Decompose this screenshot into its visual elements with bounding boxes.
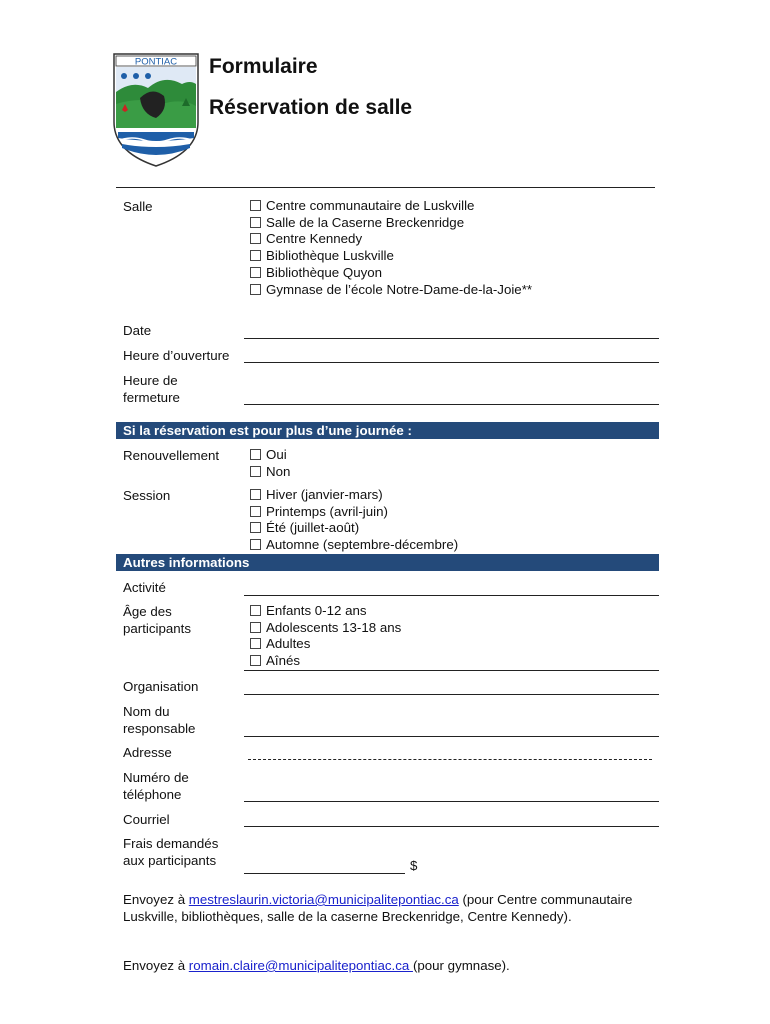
pontiac-logo: [112, 52, 200, 168]
checkbox[interactable]: [250, 522, 261, 533]
organisation-label: Organisation: [123, 679, 199, 694]
salle-option[interactable]: [250, 215, 532, 232]
section-autres-informations: Autres informations: [116, 554, 659, 571]
email-link-victoria[interactable]: mestreslaurin.victoria@municipalitepontiac.ca: [188, 892, 459, 907]
option-label: Aînés: [266, 653, 301, 669]
checkbox[interactable]: [250, 489, 261, 500]
option-label: Gymnase de l’école Notre-Dame-de-la-Joie**: [266, 281, 533, 297]
age-option[interactable]: [250, 603, 401, 620]
age-option[interactable]: [250, 620, 401, 637]
option-label: Automne (septembre-décembre): [266, 537, 459, 553]
checkbox[interactable]: [250, 217, 261, 228]
logo-text: PONTIAC: [134, 56, 178, 68]
heure-fermeture-label: [123, 372, 180, 406]
option-label: Été (juillet-août): [266, 520, 360, 536]
footer-paragraph-1: [123, 891, 653, 925]
label-line: Heure de: [123, 373, 178, 388]
footer-paragraph-2: [123, 957, 653, 974]
salle-option[interactable]: [250, 282, 532, 299]
footer-text: (pour Centre communautaire Luskville, bibliothèques, salle de la caserne Breckenridge, Centre Kennedy).: [123, 892, 633, 924]
option-label: Hiver (janvier-mars): [266, 487, 383, 502]
footer-text: (pour gymnase).: [412, 958, 510, 973]
label-line: téléphone: [123, 787, 182, 802]
option-label: Bibliothèque Quyon: [266, 264, 383, 280]
renouvellement-label: Renouvellement: [123, 448, 220, 463]
option-label: Bibliothèque Luskville: [266, 248, 394, 264]
session-options: [250, 487, 458, 554]
option-label: Non: [266, 463, 291, 479]
heure-ouverture-label: Heure d’ouverture: [123, 348, 230, 363]
salle-option[interactable]: [250, 231, 532, 248]
option-label: Centre communautaire de Luskville: [266, 198, 475, 213]
checkbox[interactable]: [250, 539, 261, 550]
label-line: aux participants: [123, 853, 217, 868]
activite-label: Activité: [123, 580, 166, 595]
session-option[interactable]: [250, 487, 458, 504]
date-label: Date: [123, 323, 152, 338]
label-line: Numéro de: [123, 770, 189, 785]
option-label: Oui: [266, 447, 287, 462]
label-line: Nom du: [123, 704, 170, 719]
label-line: participants: [123, 621, 191, 636]
checkbox[interactable]: [250, 250, 261, 261]
heure-ouverture-field[interactable]: [244, 362, 659, 363]
checkbox[interactable]: [250, 605, 261, 616]
form-subtitle: Réservation de salle: [209, 96, 413, 119]
adresse-label: Adresse: [123, 745, 172, 760]
age-option[interactable]: [250, 636, 401, 653]
frais-field[interactable]: [244, 873, 405, 874]
activite-field[interactable]: [244, 595, 659, 596]
option-label: Enfants 0-12 ans: [266, 603, 367, 618]
label-line: responsable: [123, 721, 196, 736]
salle-label: Salle: [123, 199, 153, 214]
checkbox[interactable]: [250, 284, 261, 295]
email-link-claire[interactable]: romain.claire@municipalitepontiac.ca: [188, 958, 413, 973]
age-option[interactable]: [250, 653, 401, 670]
form-title: Formulaire: [209, 55, 318, 78]
option-label: Salle de la Caserne Breckenridge: [266, 214, 465, 230]
courriel-field[interactable]: [244, 826, 659, 827]
age-divider: [244, 670, 659, 671]
adresse-field[interactable]: [248, 759, 652, 760]
organisation-field[interactable]: [244, 694, 659, 695]
checkbox[interactable]: [250, 638, 261, 649]
session-label: Session: [123, 488, 171, 503]
session-option[interactable]: [250, 520, 458, 537]
footer-text: Envoyez à: [123, 958, 189, 973]
telephone-label: [123, 769, 189, 803]
salle-option[interactable]: [250, 248, 532, 265]
checkbox[interactable]: [250, 267, 261, 278]
telephone-field[interactable]: [244, 801, 659, 802]
option-label: Centre Kennedy: [266, 231, 363, 247]
checkbox[interactable]: [250, 449, 261, 460]
section-multi-day: Si la réservation est pour plus d’une journée :: [116, 422, 659, 439]
session-option[interactable]: [250, 504, 458, 521]
nom-responsable-field[interactable]: [244, 736, 659, 737]
option-label: Adultes: [266, 636, 311, 652]
session-option[interactable]: [250, 537, 458, 554]
date-field[interactable]: [244, 338, 659, 339]
renouvellement-option[interactable]: [250, 464, 290, 481]
heure-fermeture-field[interactable]: [244, 404, 659, 405]
salle-option[interactable]: [250, 265, 532, 282]
dollar-sign: $: [410, 858, 418, 873]
age-options: [250, 603, 401, 670]
courriel-label: Courriel: [123, 812, 170, 827]
header-divider: [116, 187, 655, 188]
nom-responsable-label: [123, 703, 195, 737]
label-line: fermeture: [123, 390, 180, 405]
checkbox[interactable]: [250, 622, 261, 633]
salle-option[interactable]: [250, 198, 532, 215]
checkbox[interactable]: [250, 506, 261, 517]
age-label: [123, 603, 191, 637]
option-label: Adolescents 13-18 ans: [266, 619, 402, 635]
renouvellement-options: [250, 447, 290, 480]
checkbox[interactable]: [250, 466, 261, 477]
checkbox[interactable]: [250, 233, 261, 244]
option-label: Printemps (avril-juin): [266, 503, 388, 519]
checkbox[interactable]: [250, 200, 261, 211]
label-line: Frais demandés: [123, 836, 219, 851]
renouvellement-option[interactable]: [250, 447, 290, 464]
footer-text: Envoyez à: [123, 892, 189, 907]
label-line: Âge des: [123, 604, 172, 619]
checkbox[interactable]: [250, 655, 261, 666]
salle-options: [250, 198, 532, 298]
frais-label: [123, 835, 218, 869]
